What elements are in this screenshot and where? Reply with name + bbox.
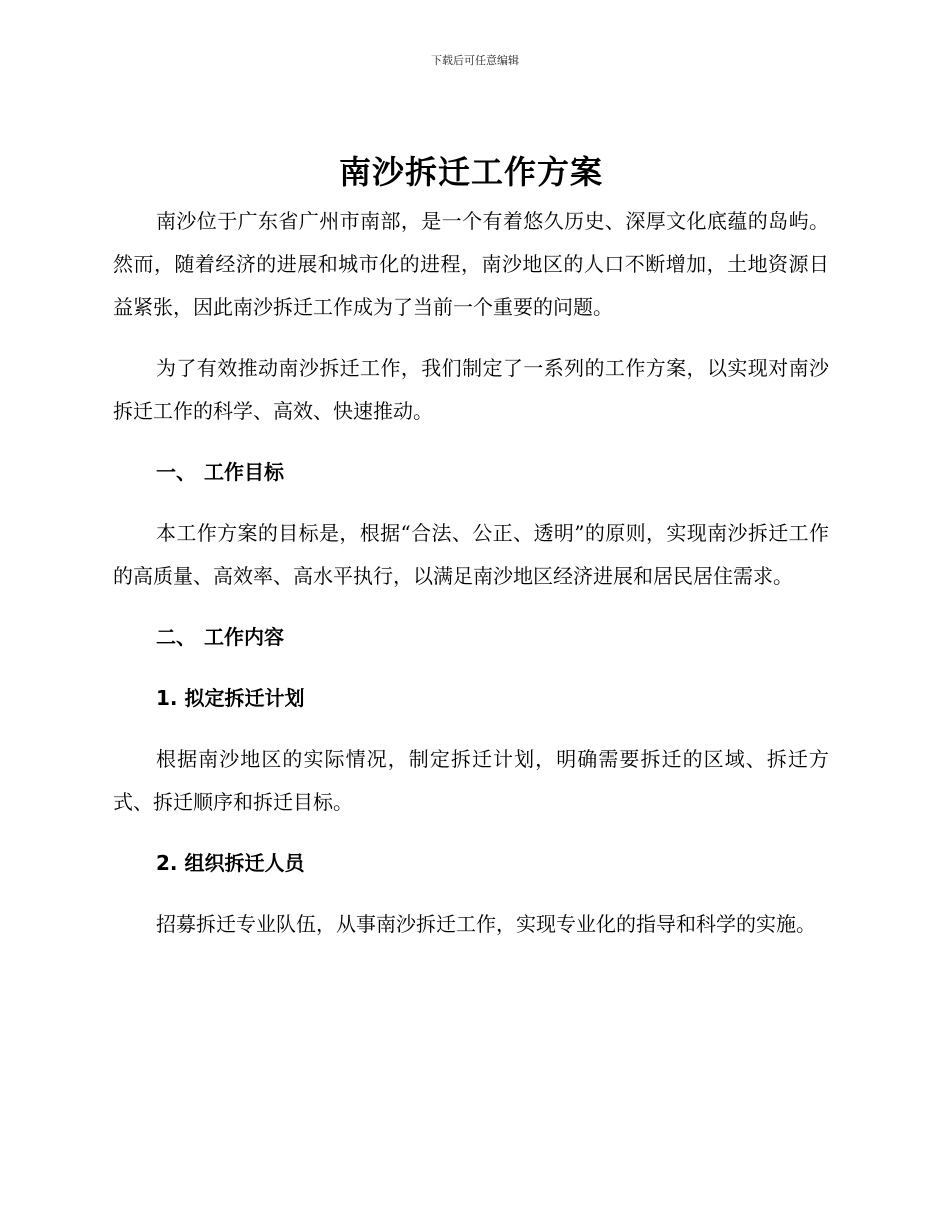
document-body [113, 150, 829, 964]
page-header-note: 下载后可任意编辑 [431, 54, 519, 67]
section-number: 二、 [156, 625, 196, 649]
subsection-paragraph: 招募拆迁专业队伍，从事南沙拆迁工作，实现专业化的指导和科学的实施。 [156, 912, 816, 936]
section-paragraph: 本工作方案的目标是，根据“合法、公正、透明”的原则，实现南沙拆迁工作的高质量、高效率、高水平执行，以满足南沙地区经济进展和居民居住需求。 [113, 521, 829, 588]
subsection-heading: 2. 组织拆迁人员 [156, 851, 305, 875]
subsection-heading: 1. 拟定拆迁计划 [156, 686, 305, 710]
section-title: 工作内容 [204, 625, 284, 649]
section-title: 工作目标 [204, 460, 284, 484]
section-number: 一、 [156, 460, 196, 484]
subsection-paragraph: 根据南沙地区的实际情况，制定拆迁计划，明确需要拆迁的区域、拆迁方式、拆迁顺序和拆迁目标。 [113, 747, 829, 814]
section-heading-goals [113, 451, 829, 494]
section-heading-content [113, 616, 829, 659]
document-title: 南沙拆迁工作方案 [338, 153, 603, 191]
intro-paragraph: 为了有效推动南沙拆迁工作，我们制定了一系列的工作方案，以实现对南沙拆迁工作的科学、高效、快速推动。 [113, 356, 829, 423]
intro-paragraph: 南沙位于广东省广州市南部，是一个有着悠久历史、深厚文化底蕴的岛屿。然而，随着经济的进展和城市化的进程，南沙地区的人口不断增加，土地资源日益紧张，因此南沙拆迁工作成为了当前一个重要的问题。 [113, 209, 829, 319]
